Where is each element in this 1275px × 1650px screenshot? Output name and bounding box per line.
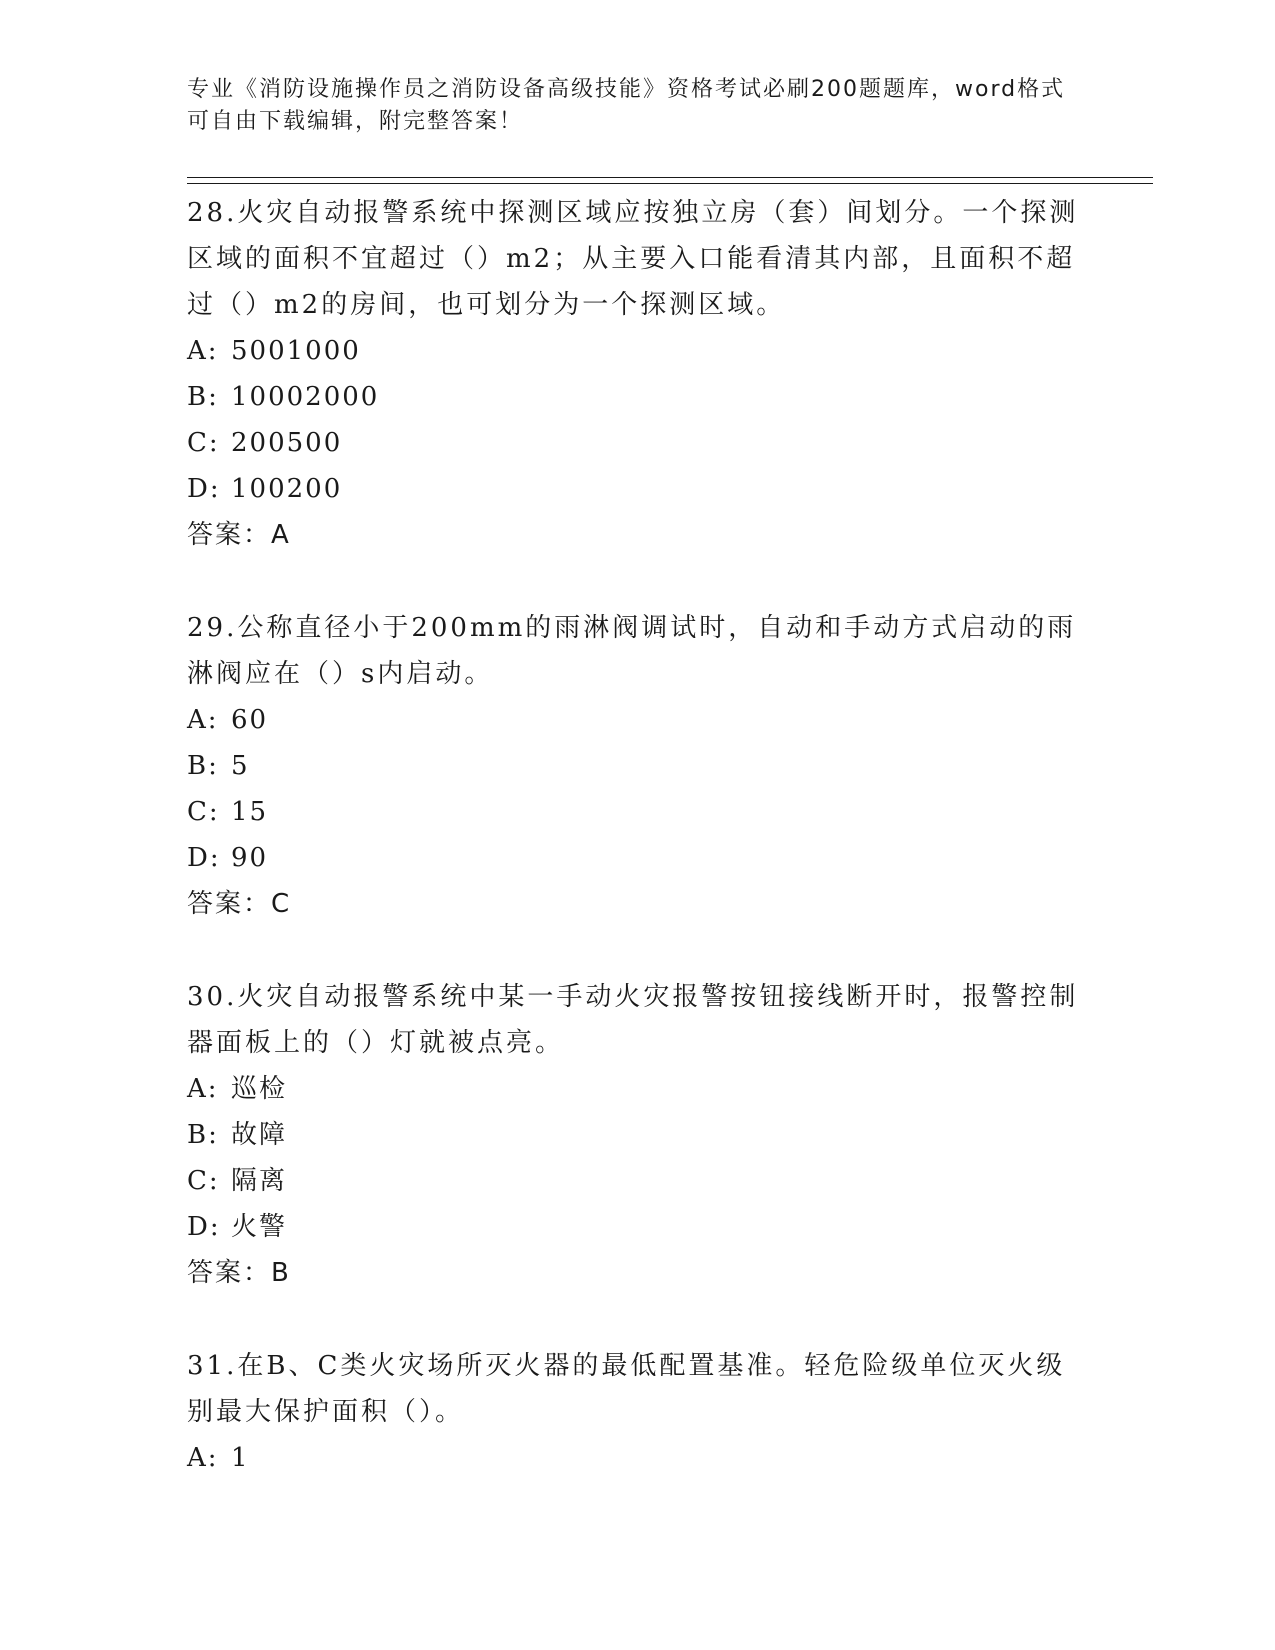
option-letter: D: xyxy=(187,1212,221,1242)
option-b xyxy=(187,743,1087,789)
question-list xyxy=(187,190,1087,1528)
option-text: 90 xyxy=(231,843,269,873)
option-text: 15 xyxy=(231,797,269,827)
option-text: 60 xyxy=(231,705,269,735)
option-text: 100200 xyxy=(231,474,343,504)
answer-line: 答案：A xyxy=(187,520,291,550)
option-letter: D: xyxy=(187,843,221,873)
option-letter: A: xyxy=(187,1443,219,1473)
option-letter: C: xyxy=(187,1166,220,1196)
option-letter: A: xyxy=(187,705,219,735)
option-letter: C: xyxy=(187,428,220,458)
option-letter: A: xyxy=(187,336,219,366)
option-letter: C: xyxy=(187,797,220,827)
option-a xyxy=(187,1435,1087,1481)
option-letter: B: xyxy=(187,1120,219,1150)
option-text: 200500 xyxy=(231,428,343,458)
option-letter: B: xyxy=(187,382,219,412)
option-letter: D: xyxy=(187,474,221,504)
option-c xyxy=(187,789,1087,835)
option-a xyxy=(187,697,1087,743)
document-header: 专业《消防设施操作员之消防设备高级技能》资格考试必刷200题题库，word格式可自由下载编辑，附完整答案！ xyxy=(187,77,1066,134)
question-stem: 31.在B、C类火灾场所灭火器的最低配置基准。轻危险级单位灭火级别最大保护面积（）。 xyxy=(187,1351,1066,1427)
answer-line: 答案：B xyxy=(187,1258,291,1288)
header-divider-bottom xyxy=(187,183,1153,184)
option-text: 1 xyxy=(231,1443,250,1473)
option-text: 5001000 xyxy=(231,336,361,366)
option-d xyxy=(187,1204,1087,1250)
option-d xyxy=(187,466,1087,512)
option-c xyxy=(187,420,1087,466)
option-d xyxy=(187,835,1087,881)
answer-line: 答案：C xyxy=(187,889,292,919)
question-stem: 29.公称直径小于200mm的雨淋阀调试时，自动和手动方式启动的雨淋阀应在（）s内启动。 xyxy=(187,613,1077,689)
option-c xyxy=(187,1158,1087,1204)
option-text: 10002000 xyxy=(231,382,380,412)
option-text: 故障 xyxy=(231,1120,288,1150)
option-text: 5 xyxy=(231,751,250,781)
question-28 xyxy=(187,190,1087,558)
option-b xyxy=(187,374,1087,420)
option-a xyxy=(187,328,1087,374)
question-30 xyxy=(187,974,1087,1296)
option-text: 隔离 xyxy=(231,1166,288,1196)
option-text: 巡检 xyxy=(231,1074,288,1104)
option-letter: B: xyxy=(187,751,219,781)
question-stem: 30.火灾自动报警系统中某一手动火灾报警按钮接线断开时，报警控制器面板上的（）灯就被点亮。 xyxy=(187,982,1079,1058)
question-stem: 28.火灾自动报警系统中探测区域应按独立房（套）间划分。一个探测区域的面积不宜超过（）m2；从主要入口能看清其内部，且面积不超过（）m2的房间，也可划分为一个探测区域。 xyxy=(187,198,1079,320)
question-31 xyxy=(187,1343,1087,1481)
option-b xyxy=(187,1112,1087,1158)
header-divider-top xyxy=(187,177,1153,178)
option-a xyxy=(187,1066,1087,1112)
option-text: 火警 xyxy=(231,1212,288,1242)
option-letter: A: xyxy=(187,1074,219,1104)
question-29 xyxy=(187,605,1087,927)
